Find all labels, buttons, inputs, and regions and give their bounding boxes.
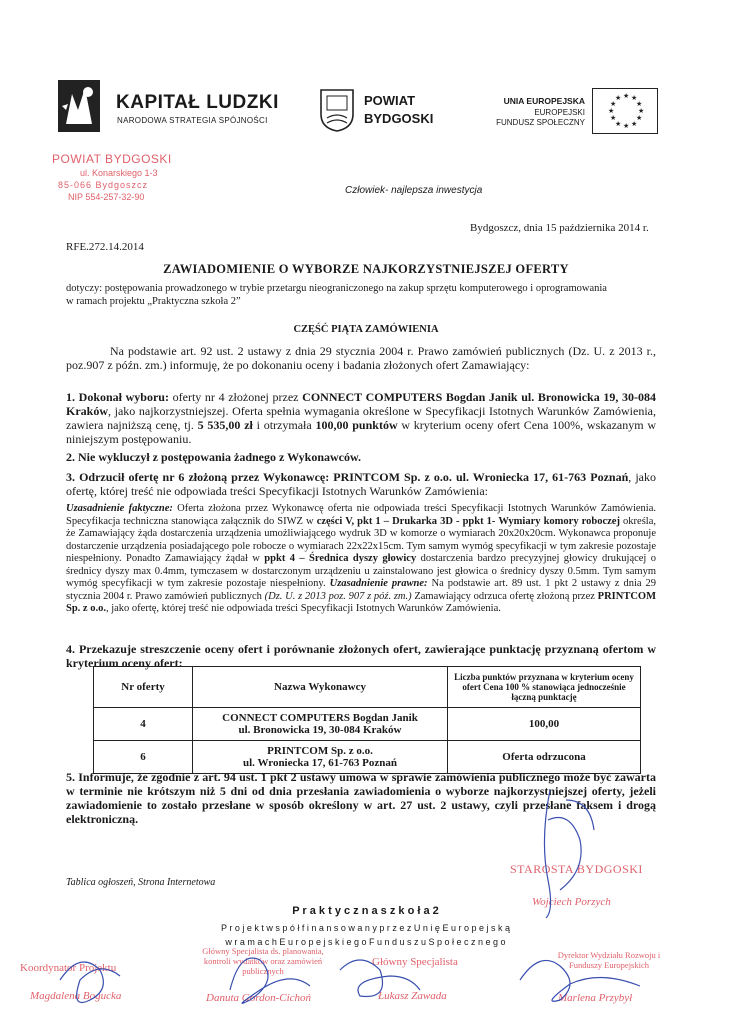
kl-subtitle: NARODOWA STRATEGIA SPÓJNOŚCI bbox=[117, 116, 268, 125]
stamp-nip: NIP 554-257-32-90 bbox=[68, 192, 145, 202]
row-name: PRINTCOM Sp. z o.o. ul. Wroniecka 17, 61-763 Poznań bbox=[193, 741, 448, 774]
section-5: 5. Informuje, że zgodnie z art. 94 ust. 1 pkt 2 ustawy umowa w sprawie zamówienia publicznego może być zawarta w terminie nie krótszym niż 5 dni od dnia przesłania zawiadomienia o wyborze najkorzystniejszej oferty, jeżeli zawiadomienie to zostało przesłane w sposób określony w art. 27 ust. 2 ustawy, czyli przesłane faksem i drogą elektroniczną. bbox=[66, 770, 656, 826]
signature-role: Główny Specjalista ds. planowania, kontroli wydatków oraz zamówień publicznych bbox=[202, 946, 324, 976]
svg-text:★: ★ bbox=[631, 94, 638, 102]
kl-title: KAPITAŁ LUDZKI bbox=[116, 92, 279, 113]
row-name: CONNECT COMPUTERS Bogdan Janik ul. Bronowicka 19, 30-084 Kraków bbox=[193, 708, 448, 741]
signature-role: Dyrektor Wydziału Rozwoju i Funduszy Europejskich bbox=[557, 950, 661, 970]
section-1: 1. Dokonał wyboru: oferty nr 4 złożonej przez CONNECT COMPUTERS Bogdan Janik ul. Bronowicka 19, 30-084 Kraków, jako najkorzystniejszej. Oferta spełnia wymagania określone w Specyfikacji Istotnych Warunków Zamówienia, zawiera najniższą cenę, tj. 5 535,00 zł i otrzymała 100,00 punktów w kryterium oceny ofert Cena 100%, wskazanym w niniejszym postępowaniu. bbox=[66, 390, 656, 446]
section-2: 2. Nie wykluczył z postępowania żadnego z Wykonawców. bbox=[66, 450, 362, 464]
offers-table bbox=[93, 666, 641, 774]
header-nr: Nr oferty bbox=[94, 667, 193, 708]
svg-text:★: ★ bbox=[608, 107, 615, 115]
document-title: ZAWIADOMIENIE O WYBORZE NAJKORZYSTNIEJSZEJ OFERTY bbox=[163, 262, 569, 276]
table-row bbox=[94, 708, 641, 741]
signature-name: Danuta Gordon-Cichoń bbox=[206, 992, 312, 1004]
svg-text:★: ★ bbox=[636, 100, 643, 108]
svg-text:★: ★ bbox=[623, 92, 630, 100]
powiat-crest-icon bbox=[319, 88, 355, 132]
section-3: 3. Odrzucił ofertę nr 6 złożoną przez Wykonawcę: PRINTCOM Sp. z o.o. ul. Wroniecka 17, 61-763 Poznań, jako ofertę, której treść nie odpowiada treści Specyfikacji Istotnych Warunków Zamówienia: bbox=[66, 470, 656, 498]
footer-line2: w r a m a c h E u r o p e j s k i e g o F u n d u s z u S p o ł e c z n e g o bbox=[225, 937, 506, 947]
stamp-address: ul. Konarskiego 1-3 bbox=[80, 168, 158, 178]
header-name: Nazwa Wykonawcy bbox=[193, 667, 448, 708]
row-score: Oferta odrzucona bbox=[448, 741, 641, 774]
row-nr: 4 bbox=[94, 708, 193, 741]
reference-number: RFE.272.14.2014 bbox=[66, 241, 144, 253]
ue-line1: UNIA EUROPEJSKA bbox=[503, 96, 585, 106]
eu-flag-icon bbox=[592, 88, 658, 134]
intro-paragraph: Na podstawie art. 92 ust. 2 ustawy z dnia 29 stycznia 2004 r. Prawo zamówień publicznych (Dz. U. z 2013 r., poz.907 z późn. zm.) informuję, że po dokonaniu oceny i badania złożonych ofert Zamawiający: bbox=[66, 344, 656, 372]
stamp-city: 85-066 Bydgoszcz bbox=[58, 180, 149, 190]
tablica-note: Tablica ogłoszeń, Strona Internetowa bbox=[66, 877, 216, 888]
table-row bbox=[94, 741, 641, 774]
section-4: 4. Przekazuje streszczenie oceny ofert i porównanie złożonych ofert, zawierające punktację przyznaną ofertom w kryterium oceny ofert: bbox=[66, 642, 656, 670]
row-score: 100,00 bbox=[448, 708, 641, 741]
svg-text:★: ★ bbox=[615, 120, 622, 128]
svg-text:★: ★ bbox=[615, 94, 622, 102]
header-points: Liczba punktów przyznana w kryterium oceny ofert Cena 100 % stanowiąca jednocześnie łączną punktację bbox=[448, 667, 641, 708]
signature-role: Główny Specjalista bbox=[372, 956, 458, 968]
powiat-line2: BYDGOSKI bbox=[364, 111, 434, 126]
date-line: Bydgoszcz, dnia 15 października 2014 r. bbox=[470, 222, 649, 234]
part-heading: CZĘŚĆ PIĄTA ZAMÓWIENIA bbox=[293, 324, 439, 335]
svg-text:★: ★ bbox=[636, 114, 643, 122]
starosta-signature bbox=[520, 780, 610, 920]
svg-text:★: ★ bbox=[638, 107, 645, 115]
svg-text:★: ★ bbox=[610, 100, 617, 108]
svg-text:★: ★ bbox=[623, 122, 630, 130]
handwritten-signatures bbox=[0, 940, 731, 1024]
stamp-powiat: POWIAT BYDGOSKI bbox=[52, 152, 172, 166]
uzasadnienie-paragraph: Uzasadnienie faktyczne: Oferta złożona przez Wykonawcę oferta nie odpowiada treści Specyfikacji Istotnych Warunków Zamówienia. Specyfikacja techniczna stanowiąca załącznik do SIWZ w części V, pkt 1 – Drukarka 3D - ppkt 1- Wymiary komory roboczej określa, że Zamawiający żąda dostarczenia urządzenia umożliwiającego wydruk 3D w komorze o wymiarach 20x20x20cm. Wykonawca proponuje dostarczenie urządzenia posiadającego pole robocze o wymiarach 22x22x15cm. Tym samym wymóg specyfikacji w tym zakresie pozostaje niespełniony. Ponadto Zamawiający żądał w ppkt 4 – Średnica dyszy głowicy dostarczenia bardzo precyzyjnej głowicy drukującej o średnicy dyszy max 0.4mm, tymczasem w dostarczonym urządzeniu u zainstalowano jest głowica o średnicy dyszy 0.5mm. Tym samym wymóg specyfikacji w tym zakresie pozostaje niespełniony. Uzasadnienie prawne: Na podstawie art. 89 ust. 1 pkt 2 ustawy z dnia 29 stycznia 2004 r. Prawo zamówień publicznych (Dz. U. z 2013 poz. 907 z póź. zm.) Zamawiający odrzuca ofertę złożoną przez PRINTCOM Sp. z o.o., jako ofertę, której treść nie odpowiada treści Specyfikacji Istotnych Warunków Zamówienia. bbox=[66, 503, 656, 614]
table-header-row bbox=[94, 667, 641, 708]
signature-name: Marlena Przybył bbox=[558, 992, 633, 1004]
svg-text:★: ★ bbox=[631, 120, 638, 128]
slogan: Człowiek- najlepsza inwestycja bbox=[345, 185, 483, 196]
ue-line2: EUROPEJSKI bbox=[534, 108, 585, 117]
starosta-name: Wojciech Porzych bbox=[532, 896, 611, 908]
footer-title: P r a k t y c z n a s z k o ł a 2 bbox=[292, 905, 439, 917]
signature-role: Koordynator Projektu bbox=[20, 962, 117, 974]
kapital-ludzki-logo bbox=[58, 80, 100, 132]
signature-name: Łukasz Zawada bbox=[378, 990, 447, 1002]
ue-line3: FUNDUSZ SPOŁECZNY bbox=[496, 118, 585, 127]
row-nr: 6 bbox=[94, 741, 193, 774]
powiat-line1: POWIAT bbox=[364, 93, 416, 108]
signature-name: Magdalena Bogucka bbox=[30, 990, 122, 1002]
dotyczy-paragraph: dotyczy: postępowania prowadzonego w trybie przetargu nieograniczonego na zakup sprzętu komputerowego i oprogramowania w ramach projektu „Praktyczna szkoła 2” bbox=[66, 283, 607, 307]
footer-line1: P r o j e k t w s p ó ł f i n a n s o w a n y p r z e z U n i ę E u r o p e j s k ą bbox=[221, 923, 510, 933]
svg-text:★: ★ bbox=[610, 114, 617, 122]
starosta-stamp: STAROSTA BYDGOSKI bbox=[510, 862, 643, 876]
